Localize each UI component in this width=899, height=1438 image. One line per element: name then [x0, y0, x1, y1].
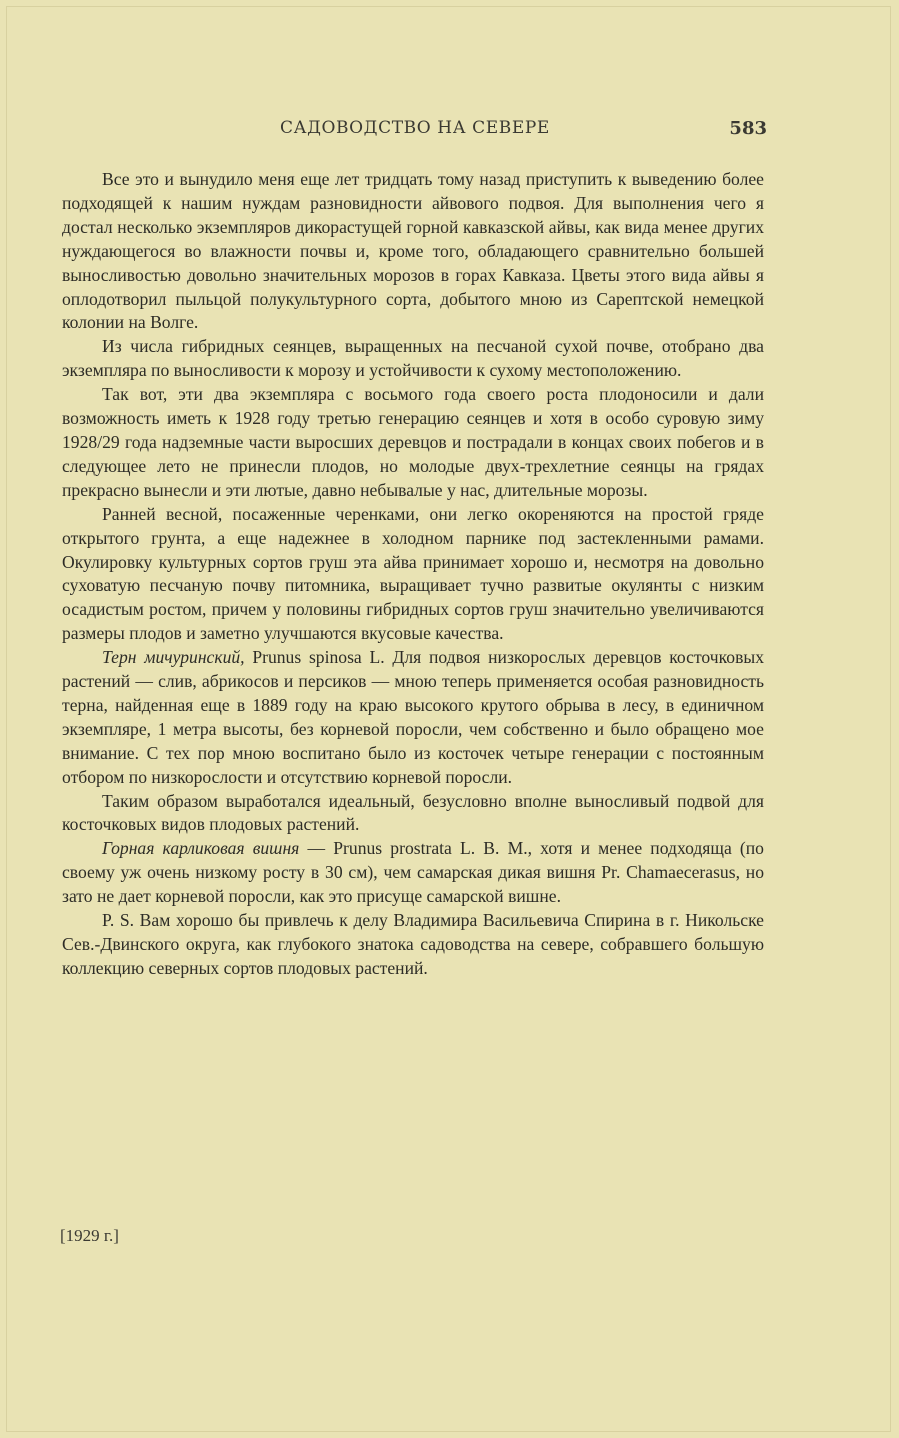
paragraph: Таким образом выработался идеальный, безусловно вполне выносливый подвой для косточковых видов плодовых растений. [62, 790, 764, 835]
italic-term: Терн мичуринский, [102, 647, 245, 668]
body-text [62, 168, 764, 981]
paragraph: Все это и вынудило меня еще лет тридцать тому назад приступить к выведению более подходящей к нашим нуждам разновидности айвового подвоя. Для выполнения чего я достал несколько экземпляров дикорастущей горной кавказской айвы, как вида менее других нуждающегося во влажности почвы и, кроме того, обладающего сравнительно большей выносливостью довольно значительных морозов в горах Кавказа. Цветы этого вида айвы я оплодотворил пыльцой полукультурного сорта, добытого мною из Сарептской немецкой колонии на Волге. [62, 169, 764, 333]
date-note: [1929 г.] [60, 1226, 119, 1245]
paragraph: Из числа гибридных сеянцев, выращенных на песчаной сухой почве, отобрано два экземпляра по выносливости к морозу и устойчивости к сухому местоположению. [62, 336, 764, 381]
page-number: 583 [729, 118, 767, 139]
running-title: САДОВОДСТВО НА СЕВЕРЕ [280, 118, 550, 138]
paragraph: Ранней весной, посаженные черенками, они легко окореняются на простой гряде открытого грунта, а еще надежнее в холодном парнике под застекленными рамами. Окулировку культурных сортов груш эта айва принимает хорошо и, несмотря на довольно суховатую песчаную почву питомника, выращивает тучно развитые окулянты с низким осадистым ростом, причем у половины гибридных сортов груш значительно увеличиваются размеры плодов и заметно улучшаются вкусовые качества. [62, 503, 764, 644]
italic-term: Горная карликовая вишня [102, 838, 300, 859]
paragraph: Терн мичуринский, Prunus spinosa L. Для подвоя низкорослых деревцов косточковых растений — слив, абрикосов и персиков — мною теперь применяется особая разновидность терна, найденная еще в 1889 году на краю высокого крутого обрыва в лесу, в единичном экземпляре, 1 метра высоты, без корневой поросли, чем собственно и было обращено мое внимание. С тех пор мною воспитано было из косточек четыре генерации с постоянным отбором по низкорослости и отсутствию корневой поросли. [62, 647, 764, 787]
page-header [60, 118, 767, 146]
paragraph: Так вот, эти два экземпляра с восьмого года своего роста плодоносили и дали возможность иметь к 1928 году третью генерацию сеянцев и хотя в особо суровую зиму 1928/29 года надземные части выросших деревцов и пострадали в концах своих побегов и в следующее лето не принесли плодов, но молодые двух-трехлетние сеянцы на грядах прекрасно вынесли и эти лютые, давно небывалые у нас, длительные морозы. [62, 384, 764, 500]
paragraph: P. S. Вам хорошо бы привлечь к делу Владимира Васильевича Спирина в г. Никольске Сев.-Двинского округа, как глубокого знатока садоводства на севере, собравшего большую коллекцию северных сортов плодовых растений. [62, 910, 764, 978]
paragraph: Горная карликовая вишня — Prunus prostrata L. B. M., хотя и менее подходяща (по своему уж очень низкому росту в 30 см), чем самарская дикая вишня Pr. Chamaecerasus, но зато не дает корневой поросли, как это присуще самарской вишне. [62, 838, 764, 907]
